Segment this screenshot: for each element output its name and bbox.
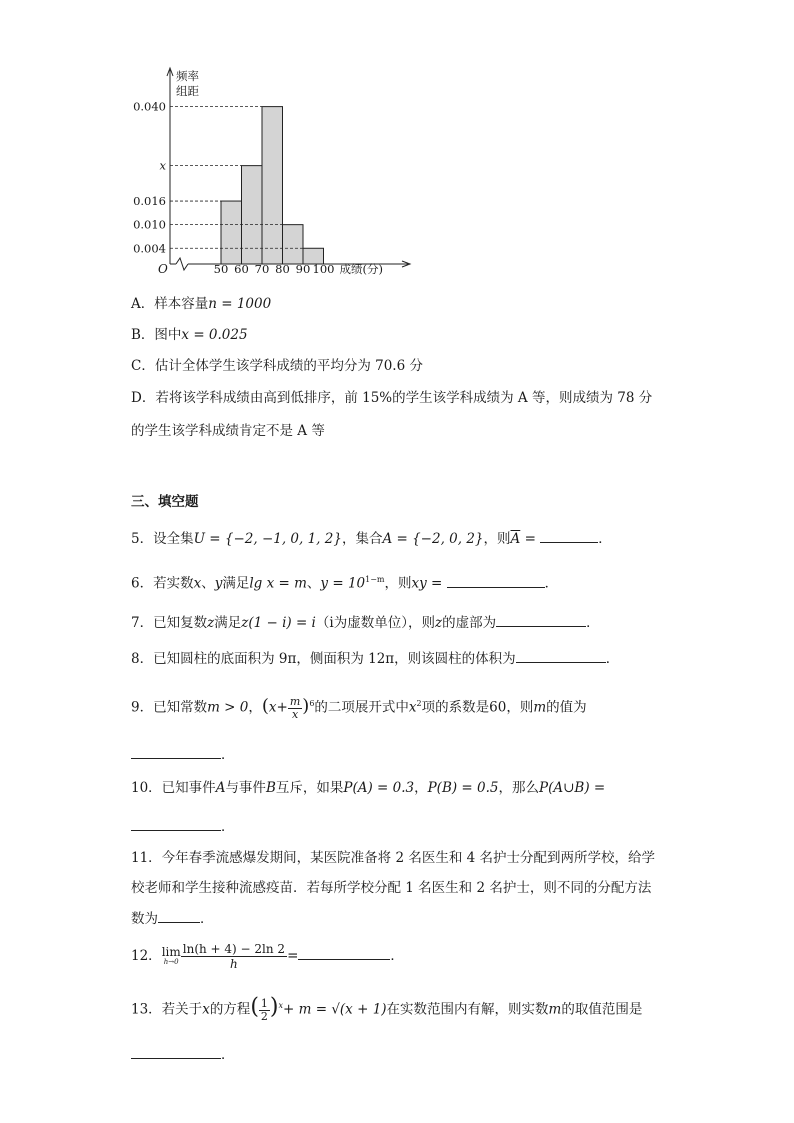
question-7: 7．已知复数z满足z(1 − i) = i（i为虚数单位），则z的虚部为 ． [131,612,600,633]
question-11-line1: 11．今年春季流感爆发期间，某医院准备将 2 名医生和 4 名护士分配到两所学校，给学 [131,850,656,866]
answer-blank[interactable] [298,945,390,960]
x-tick-label: 70 [254,262,270,276]
option-b: B．图中x = 0.025 [131,327,248,343]
x-tick-label: 90 [295,262,311,276]
histogram-bar [221,201,242,264]
question-6: 6．若实数x、y满足lg x = m、$y = 10^{1-m}$，则xy = ． [131,570,558,594]
fraction-limit: $\frac{\ln(h + 4) - 2\ln 2}{h}$ [182,942,286,971]
option-c: C．估计全体学生该学科成绩的平均分为 70.6 分 [131,358,423,374]
y-axis-label-bottom: 组距 [176,84,199,98]
histogram-chart [128,64,418,286]
question-9: 9．已知常数m > 0，(x+ $\frac{m}{x}$ )$^6$的二项展开式中$x^2$项的系数是60，则m的值为 [131,694,587,721]
question-11-line2: 校老师和学生接种流感疫苗．若每所学校分配 1 名医生和 2 名护士，则不同的分配方法 [131,880,652,896]
question-11-line3: 数为 ． [131,908,214,929]
y-axis-label-top: 频率 [176,69,199,83]
x-axis-label: 成绩(分) [339,262,383,276]
x-tick-label: 80 [275,262,290,276]
question-10: 10．已知事件A与事件B互斥，如果P(A) = 0.3，P(B) = 0.5，那么P(A∪B) = [131,780,606,796]
y-tick-label: 0.010 [133,217,166,232]
x-tick-label: 60 [234,262,249,276]
y-tick-label: 0.004 [133,241,166,256]
limit-symbol: lim h→0 [161,944,181,966]
question-10-answer: ． [131,816,235,837]
origin-label: O [158,262,168,276]
question-8: 8．已知圆柱的底面积为 9π，侧面积为 12π，则该圆柱的体积为 ． [131,648,619,669]
complement-a: $\overline{A}$ [510,531,521,547]
option-a: A．样本容量n = 1000 [131,296,272,312]
y-tick-label: 0.040 [133,99,166,114]
x-tick-label: 50 [213,262,229,276]
section-title: 三、填空题 [131,494,199,510]
answer-blank[interactable] [131,1044,221,1059]
y-tick-label: x [159,158,166,173]
answer-blank[interactable] [496,612,586,627]
question-13: 13．若关于x的方程( $\frac{1}{2}$ )$^x$+ m = √(x + 1)在实数范围内有解，则实数m的取值范围是 [131,994,643,1023]
answer-blank[interactable] [447,573,545,588]
option-d-line1: D．若将该学科成绩由高到低排序，前 15%的学生该学科成绩为 A 等，则成绩为 78 分 [131,390,653,406]
answer-blank[interactable] [158,908,200,923]
question-12: 12． lim h→0 $\frac{\ln(h + 4) - 2\ln 2}{h}$ = ． [131,942,404,971]
y-tick-label: 0.016 [133,194,166,209]
question-13-answer: ． [131,1044,235,1065]
axis-break-icon [176,258,188,270]
answer-blank[interactable] [131,744,221,759]
histogram-bar [262,107,283,264]
question-9-answer: ． [131,744,235,765]
fraction-m-over-x: $\frac{m}{x}$ [289,694,301,721]
histogram-bar [242,166,263,264]
fraction-one-half: $\frac{1}{2}$ [260,996,268,1023]
answer-blank[interactable] [131,816,221,831]
x-tick-label: 100 [312,262,335,276]
histogram-bar [283,225,304,264]
answer-blank[interactable] [540,528,598,543]
question-5: 5．设全集U = {−2, −1, 0, 1, 2}，集合A = {−2, 0, 2}，则$\overline{A}$ = ． [131,528,612,549]
option-d-line2: 的学生该学科成绩肯定不是 A 等 [131,423,325,439]
answer-blank[interactable] [516,648,606,663]
